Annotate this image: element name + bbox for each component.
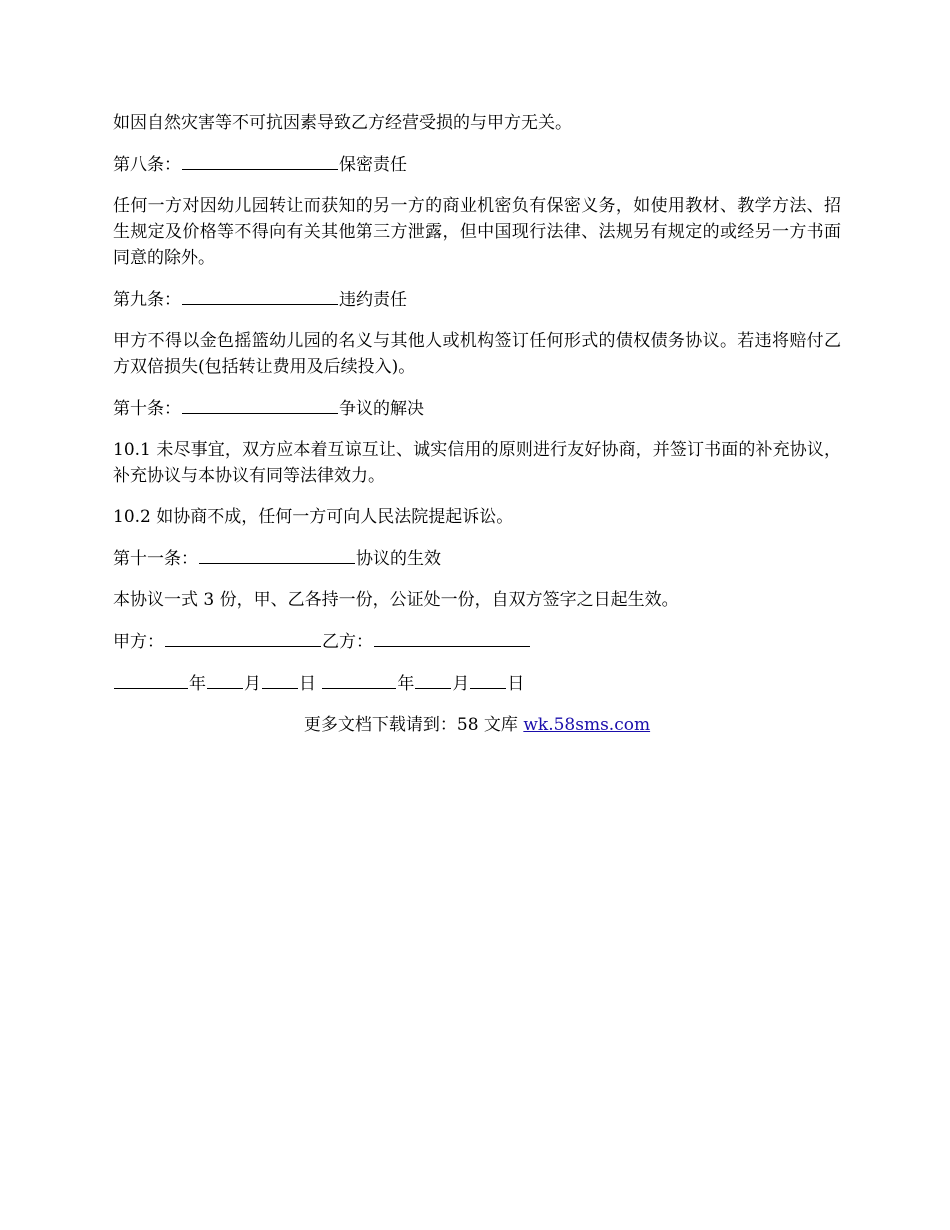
paragraph-confidentiality: 任何一方对因幼儿园转让而获知的另一方的商业机密负有保密义务，如使用教材、教学方法、招生规定及价格等不得向有关其他第三方泄露，但中国现行法律、法规另有规定的或经另一方书面同意的除外。 bbox=[113, 196, 841, 268]
party-b-label: 乙方： bbox=[322, 632, 373, 652]
date-a-month: 月 bbox=[244, 674, 261, 694]
article-10-prefix: 第十条： bbox=[113, 399, 181, 419]
date-a-day: 日 bbox=[299, 674, 316, 694]
date-b-day-line bbox=[470, 670, 506, 689]
download-footer bbox=[113, 712, 841, 738]
signature-dates bbox=[113, 670, 841, 697]
article-10-title: 争议的解决 bbox=[339, 399, 424, 419]
date-b-year-line bbox=[322, 670, 396, 689]
article-8-prefix: 第八条： bbox=[113, 155, 181, 175]
article-10-blank bbox=[182, 395, 338, 414]
paragraph-10-1: 10.1 未尽事宜，双方应本着互谅互让、诚实信用的原则进行友好协商，并签订书面的补充协议，补充协议与本协议有同等法律效力。 bbox=[113, 440, 841, 486]
footer-text: 更多文档下载请到：58 文库 bbox=[303, 715, 524, 735]
article-9-prefix: 第九条： bbox=[113, 290, 181, 310]
party-a-label: 甲方： bbox=[113, 632, 164, 652]
article-8-title: 保密责任 bbox=[339, 155, 407, 175]
party-a-signature-line bbox=[165, 628, 321, 647]
article-9-title: 违约责任 bbox=[339, 290, 407, 310]
date-b-day: 日 bbox=[507, 674, 525, 694]
date-b-month-line bbox=[415, 670, 451, 689]
footer-link[interactable]: wk.58sms.com bbox=[523, 715, 651, 735]
article-11-blank bbox=[199, 545, 355, 564]
date-b-year: 年 bbox=[397, 674, 415, 694]
date-a-month-line bbox=[207, 670, 243, 689]
article-9-blank bbox=[182, 286, 338, 305]
article-11-heading bbox=[113, 545, 841, 572]
article-8-heading bbox=[113, 151, 841, 178]
article-10-heading bbox=[113, 395, 841, 422]
paragraph-breach: 甲方不得以金色摇篮幼儿园的名义与其他人或机构签订任何形式的债权债务协议。若违将赔付乙方双倍损失(包括转让费用及后续投入)。 bbox=[113, 331, 841, 377]
article-9-heading bbox=[113, 286, 841, 313]
paragraph-effectiveness: 本协议一式 3 份，甲、乙各持一份，公证处一份，自双方签字之日起生效。 bbox=[113, 590, 679, 610]
paragraph-10-2: 10.2 如协商不成，任何一方可向人民法院提起诉讼。 bbox=[113, 507, 514, 527]
article-11-prefix: 第十一条： bbox=[113, 549, 198, 569]
article-11-title: 协议的生效 bbox=[356, 549, 441, 569]
document-body bbox=[113, 110, 841, 738]
date-a-year-line bbox=[114, 670, 188, 689]
signature-parties bbox=[113, 628, 841, 655]
date-a-year: 年 bbox=[189, 674, 206, 694]
article-8-blank bbox=[182, 151, 338, 170]
date-b-month: 月 bbox=[452, 674, 470, 694]
paragraph-force-majeure: 如因自然灾害等不可抗因素导致乙方经营受损的与甲方无关。 bbox=[113, 113, 572, 133]
party-b-signature-line bbox=[374, 628, 530, 647]
date-a-day-line bbox=[262, 670, 298, 689]
